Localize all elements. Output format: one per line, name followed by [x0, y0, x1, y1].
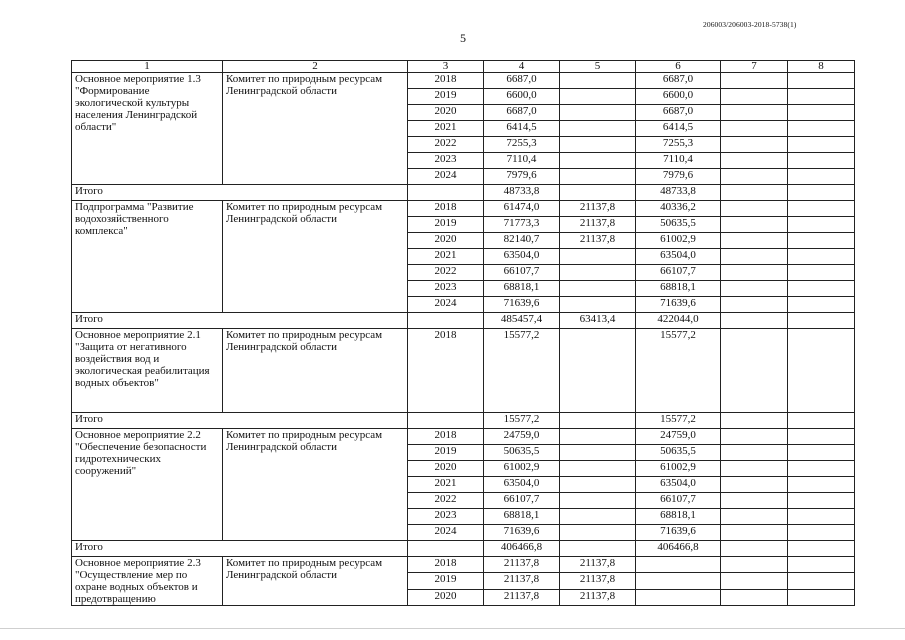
federal-amount-cell: [560, 73, 636, 89]
funding-table: [71, 60, 855, 606]
year-cell: 2020: [408, 105, 484, 121]
document-id: 206003/206003-2018-5738(1): [703, 20, 797, 29]
total-amount-cell: 6600,0: [484, 89, 560, 105]
year-cell: 2021: [408, 121, 484, 137]
empty-cell: [721, 509, 788, 525]
total-label-cell: Итого: [72, 313, 408, 329]
regional-amount-cell: 50635,5: [636, 217, 721, 233]
empty-cell: [721, 281, 788, 297]
measure-name-cell: Основное мероприятие 2.3 "Осуществление мер по охране водных объектов и предотвращению: [72, 557, 223, 606]
year-cell: 2019: [408, 217, 484, 233]
executor-cell: Комитет по природным ресурсам Ленинградской области: [223, 557, 408, 606]
year-cell: 2021: [408, 477, 484, 493]
federal-amount-cell: [560, 329, 636, 413]
regional-amount-cell: 24759,0: [636, 429, 721, 445]
regional-amount-cell: [636, 557, 721, 573]
empty-cell: [788, 249, 855, 265]
header-row: [72, 61, 855, 73]
empty-cell: [721, 153, 788, 169]
column-header: 2: [223, 61, 408, 73]
empty-cell: [408, 413, 484, 429]
total-amount-cell: 68818,1: [484, 509, 560, 525]
empty-cell: [721, 429, 788, 445]
regional-amount-cell: 48733,8: [636, 185, 721, 201]
empty-cell: [408, 185, 484, 201]
regional-amount-cell: 7255,3: [636, 137, 721, 153]
empty-cell: [721, 573, 788, 589]
year-cell: 2023: [408, 281, 484, 297]
total-amount-cell: 485457,4: [484, 313, 560, 329]
empty-cell: [721, 493, 788, 509]
empty-cell: [721, 265, 788, 281]
table-row: [72, 201, 855, 217]
total-row: [72, 541, 855, 557]
regional-amount-cell: 61002,9: [636, 461, 721, 477]
year-cell: 2018: [408, 73, 484, 89]
regional-amount-cell: 66107,7: [636, 265, 721, 281]
table-body: [72, 61, 855, 606]
year-cell: 2018: [408, 201, 484, 217]
total-amount-cell: 71639,6: [484, 297, 560, 313]
empty-cell: [788, 477, 855, 493]
empty-cell: [788, 461, 855, 477]
federal-amount-cell: [560, 121, 636, 137]
empty-cell: [721, 89, 788, 105]
federal-amount-cell: 21137,8: [560, 557, 636, 573]
total-amount-cell: 21137,8: [484, 589, 560, 605]
empty-cell: [721, 461, 788, 477]
year-cell: 2024: [408, 297, 484, 313]
measure-name-cell: Основное мероприятие 2.1 "Защита от негативного воздействия вод и экологическая реабилитация водных объектов": [72, 329, 223, 413]
federal-amount-cell: [560, 89, 636, 105]
regional-amount-cell: 6687,0: [636, 73, 721, 89]
year-cell: 2022: [408, 493, 484, 509]
total-row: [72, 313, 855, 329]
regional-amount-cell: 15577,2: [636, 413, 721, 429]
federal-amount-cell: 21137,8: [560, 233, 636, 249]
total-amount-cell: 63504,0: [484, 477, 560, 493]
total-amount-cell: 7110,4: [484, 153, 560, 169]
empty-cell: [721, 201, 788, 217]
empty-cell: [721, 249, 788, 265]
federal-amount-cell: [560, 493, 636, 509]
empty-cell: [721, 525, 788, 541]
empty-cell: [721, 313, 788, 329]
empty-cell: [788, 137, 855, 153]
empty-cell: [788, 153, 855, 169]
federal-amount-cell: [560, 297, 636, 313]
empty-cell: [721, 589, 788, 605]
empty-cell: [721, 105, 788, 121]
total-amount-cell: 71639,6: [484, 525, 560, 541]
measure-name-cell: Основное мероприятие 2.2 "Обеспечение безопасности гидротехнических сооружений": [72, 429, 223, 541]
federal-amount-cell: [560, 445, 636, 461]
total-amount-cell: 61474,0: [484, 201, 560, 217]
total-amount-cell: 6687,0: [484, 73, 560, 89]
empty-cell: [721, 217, 788, 233]
federal-amount-cell: [560, 185, 636, 201]
total-label-cell: Итого: [72, 185, 408, 201]
year-cell: 2019: [408, 573, 484, 589]
empty-cell: [788, 201, 855, 217]
total-amount-cell: 15577,2: [484, 413, 560, 429]
total-amount-cell: 7979,6: [484, 169, 560, 185]
empty-cell: [788, 557, 855, 573]
federal-amount-cell: 63413,4: [560, 313, 636, 329]
regional-amount-cell: 50635,5: [636, 445, 721, 461]
regional-amount-cell: 15577,2: [636, 329, 721, 413]
empty-cell: [788, 525, 855, 541]
empty-cell: [788, 73, 855, 89]
regional-amount-cell: 40336,2: [636, 201, 721, 217]
regional-amount-cell: 71639,6: [636, 525, 721, 541]
year-cell: 2020: [408, 233, 484, 249]
column-header: 3: [408, 61, 484, 73]
executor-cell: Комитет по природным ресурсам Ленинградской области: [223, 329, 408, 413]
total-amount-cell: 7255,3: [484, 137, 560, 153]
empty-cell: [721, 413, 788, 429]
total-amount-cell: 63504,0: [484, 249, 560, 265]
table-row: [72, 557, 855, 573]
column-header: 8: [788, 61, 855, 73]
total-amount-cell: 66107,7: [484, 265, 560, 281]
empty-cell: [721, 169, 788, 185]
regional-amount-cell: 71639,6: [636, 297, 721, 313]
total-label-cell: Итого: [72, 413, 408, 429]
page-number: 5: [460, 31, 466, 45]
total-amount-cell: 406466,8: [484, 541, 560, 557]
empty-cell: [721, 73, 788, 89]
empty-cell: [788, 493, 855, 509]
federal-amount-cell: [560, 461, 636, 477]
table-row: [72, 73, 855, 89]
total-amount-cell: 15577,2: [484, 329, 560, 413]
federal-amount-cell: [560, 153, 636, 169]
federal-amount-cell: [560, 525, 636, 541]
empty-cell: [788, 281, 855, 297]
year-cell: 2024: [408, 525, 484, 541]
empty-cell: [788, 313, 855, 329]
empty-cell: [788, 185, 855, 201]
empty-cell: [788, 445, 855, 461]
federal-amount-cell: 21137,8: [560, 217, 636, 233]
federal-amount-cell: [560, 281, 636, 297]
federal-amount-cell: [560, 169, 636, 185]
empty-cell: [788, 89, 855, 105]
empty-cell: [788, 121, 855, 137]
measure-name-cell: Основное мероприятие 1.3 "Формирование экологической культуры населения Ленинградской области": [72, 73, 223, 185]
year-cell: 2024: [408, 169, 484, 185]
empty-cell: [788, 105, 855, 121]
federal-amount-cell: [560, 429, 636, 445]
empty-cell: [721, 137, 788, 153]
regional-amount-cell: 422044,0: [636, 313, 721, 329]
total-amount-cell: 48733,8: [484, 185, 560, 201]
regional-amount-cell: 6414,5: [636, 121, 721, 137]
regional-amount-cell: 66107,7: [636, 493, 721, 509]
empty-cell: [408, 541, 484, 557]
total-row: [72, 185, 855, 201]
empty-cell: [721, 233, 788, 249]
empty-cell: [408, 313, 484, 329]
empty-cell: [788, 541, 855, 557]
regional-amount-cell: 7110,4: [636, 153, 721, 169]
federal-amount-cell: [560, 477, 636, 493]
empty-cell: [788, 429, 855, 445]
regional-amount-cell: 406466,8: [636, 541, 721, 557]
federal-amount-cell: [560, 249, 636, 265]
regional-amount-cell: 7979,6: [636, 169, 721, 185]
table-row: [72, 329, 855, 413]
executor-cell: Комитет по природным ресурсам Ленинградской области: [223, 201, 408, 313]
empty-cell: [788, 329, 855, 413]
empty-cell: [788, 233, 855, 249]
year-cell: 2021: [408, 249, 484, 265]
federal-amount-cell: [560, 413, 636, 429]
regional-amount-cell: 6687,0: [636, 105, 721, 121]
empty-cell: [788, 169, 855, 185]
executor-cell: Комитет по природным ресурсам Ленинградской области: [223, 73, 408, 185]
empty-cell: [721, 185, 788, 201]
federal-amount-cell: [560, 509, 636, 525]
total-amount-cell: 6414,5: [484, 121, 560, 137]
year-cell: 2020: [408, 461, 484, 477]
executor-cell: Комитет по природным ресурсам Ленинградской области: [223, 429, 408, 541]
year-cell: 2019: [408, 89, 484, 105]
regional-amount-cell: 68818,1: [636, 281, 721, 297]
total-amount-cell: 6687,0: [484, 105, 560, 121]
total-label-cell: Итого: [72, 541, 408, 557]
empty-cell: [721, 541, 788, 557]
year-cell: 2023: [408, 509, 484, 525]
column-header: 6: [636, 61, 721, 73]
column-header: 7: [721, 61, 788, 73]
federal-amount-cell: [560, 541, 636, 557]
total-row: [72, 413, 855, 429]
federal-amount-cell: [560, 105, 636, 121]
total-amount-cell: 68818,1: [484, 281, 560, 297]
year-cell: 2018: [408, 557, 484, 573]
empty-cell: [788, 509, 855, 525]
federal-amount-cell: 21137,8: [560, 573, 636, 589]
total-amount-cell: 61002,9: [484, 461, 560, 477]
year-cell: 2018: [408, 429, 484, 445]
total-amount-cell: 21137,8: [484, 557, 560, 573]
empty-cell: [788, 573, 855, 589]
total-amount-cell: 71773,3: [484, 217, 560, 233]
year-cell: 2020: [408, 589, 484, 605]
column-header: 1: [72, 61, 223, 73]
empty-cell: [721, 297, 788, 313]
total-amount-cell: 82140,7: [484, 233, 560, 249]
total-amount-cell: 24759,0: [484, 429, 560, 445]
column-header: 5: [560, 61, 636, 73]
scan-edge-line: [0, 628, 905, 629]
empty-cell: [788, 589, 855, 605]
total-amount-cell: 66107,7: [484, 493, 560, 509]
federal-amount-cell: [560, 137, 636, 153]
column-header: 4: [484, 61, 560, 73]
year-cell: 2019: [408, 445, 484, 461]
empty-cell: [788, 265, 855, 281]
federal-amount-cell: 21137,8: [560, 589, 636, 605]
year-cell: 2018: [408, 329, 484, 413]
regional-amount-cell: 6600,0: [636, 89, 721, 105]
empty-cell: [788, 297, 855, 313]
empty-cell: [788, 413, 855, 429]
federal-amount-cell: [560, 265, 636, 281]
empty-cell: [721, 329, 788, 413]
year-cell: 2022: [408, 265, 484, 281]
federal-amount-cell: 21137,8: [560, 201, 636, 217]
regional-amount-cell: [636, 589, 721, 605]
year-cell: 2022: [408, 137, 484, 153]
empty-cell: [788, 217, 855, 233]
total-amount-cell: 50635,5: [484, 445, 560, 461]
regional-amount-cell: 68818,1: [636, 509, 721, 525]
year-cell: 2023: [408, 153, 484, 169]
regional-amount-cell: 63504,0: [636, 249, 721, 265]
regional-amount-cell: 63504,0: [636, 477, 721, 493]
regional-amount-cell: 61002,9: [636, 233, 721, 249]
table-row: [72, 429, 855, 445]
regional-amount-cell: [636, 573, 721, 589]
empty-cell: [721, 445, 788, 461]
measure-name-cell: Подпрограмма "Развитие водохозяйственного комплекса": [72, 201, 223, 313]
empty-cell: [721, 477, 788, 493]
total-amount-cell: 21137,8: [484, 573, 560, 589]
empty-cell: [721, 557, 788, 573]
empty-cell: [721, 121, 788, 137]
